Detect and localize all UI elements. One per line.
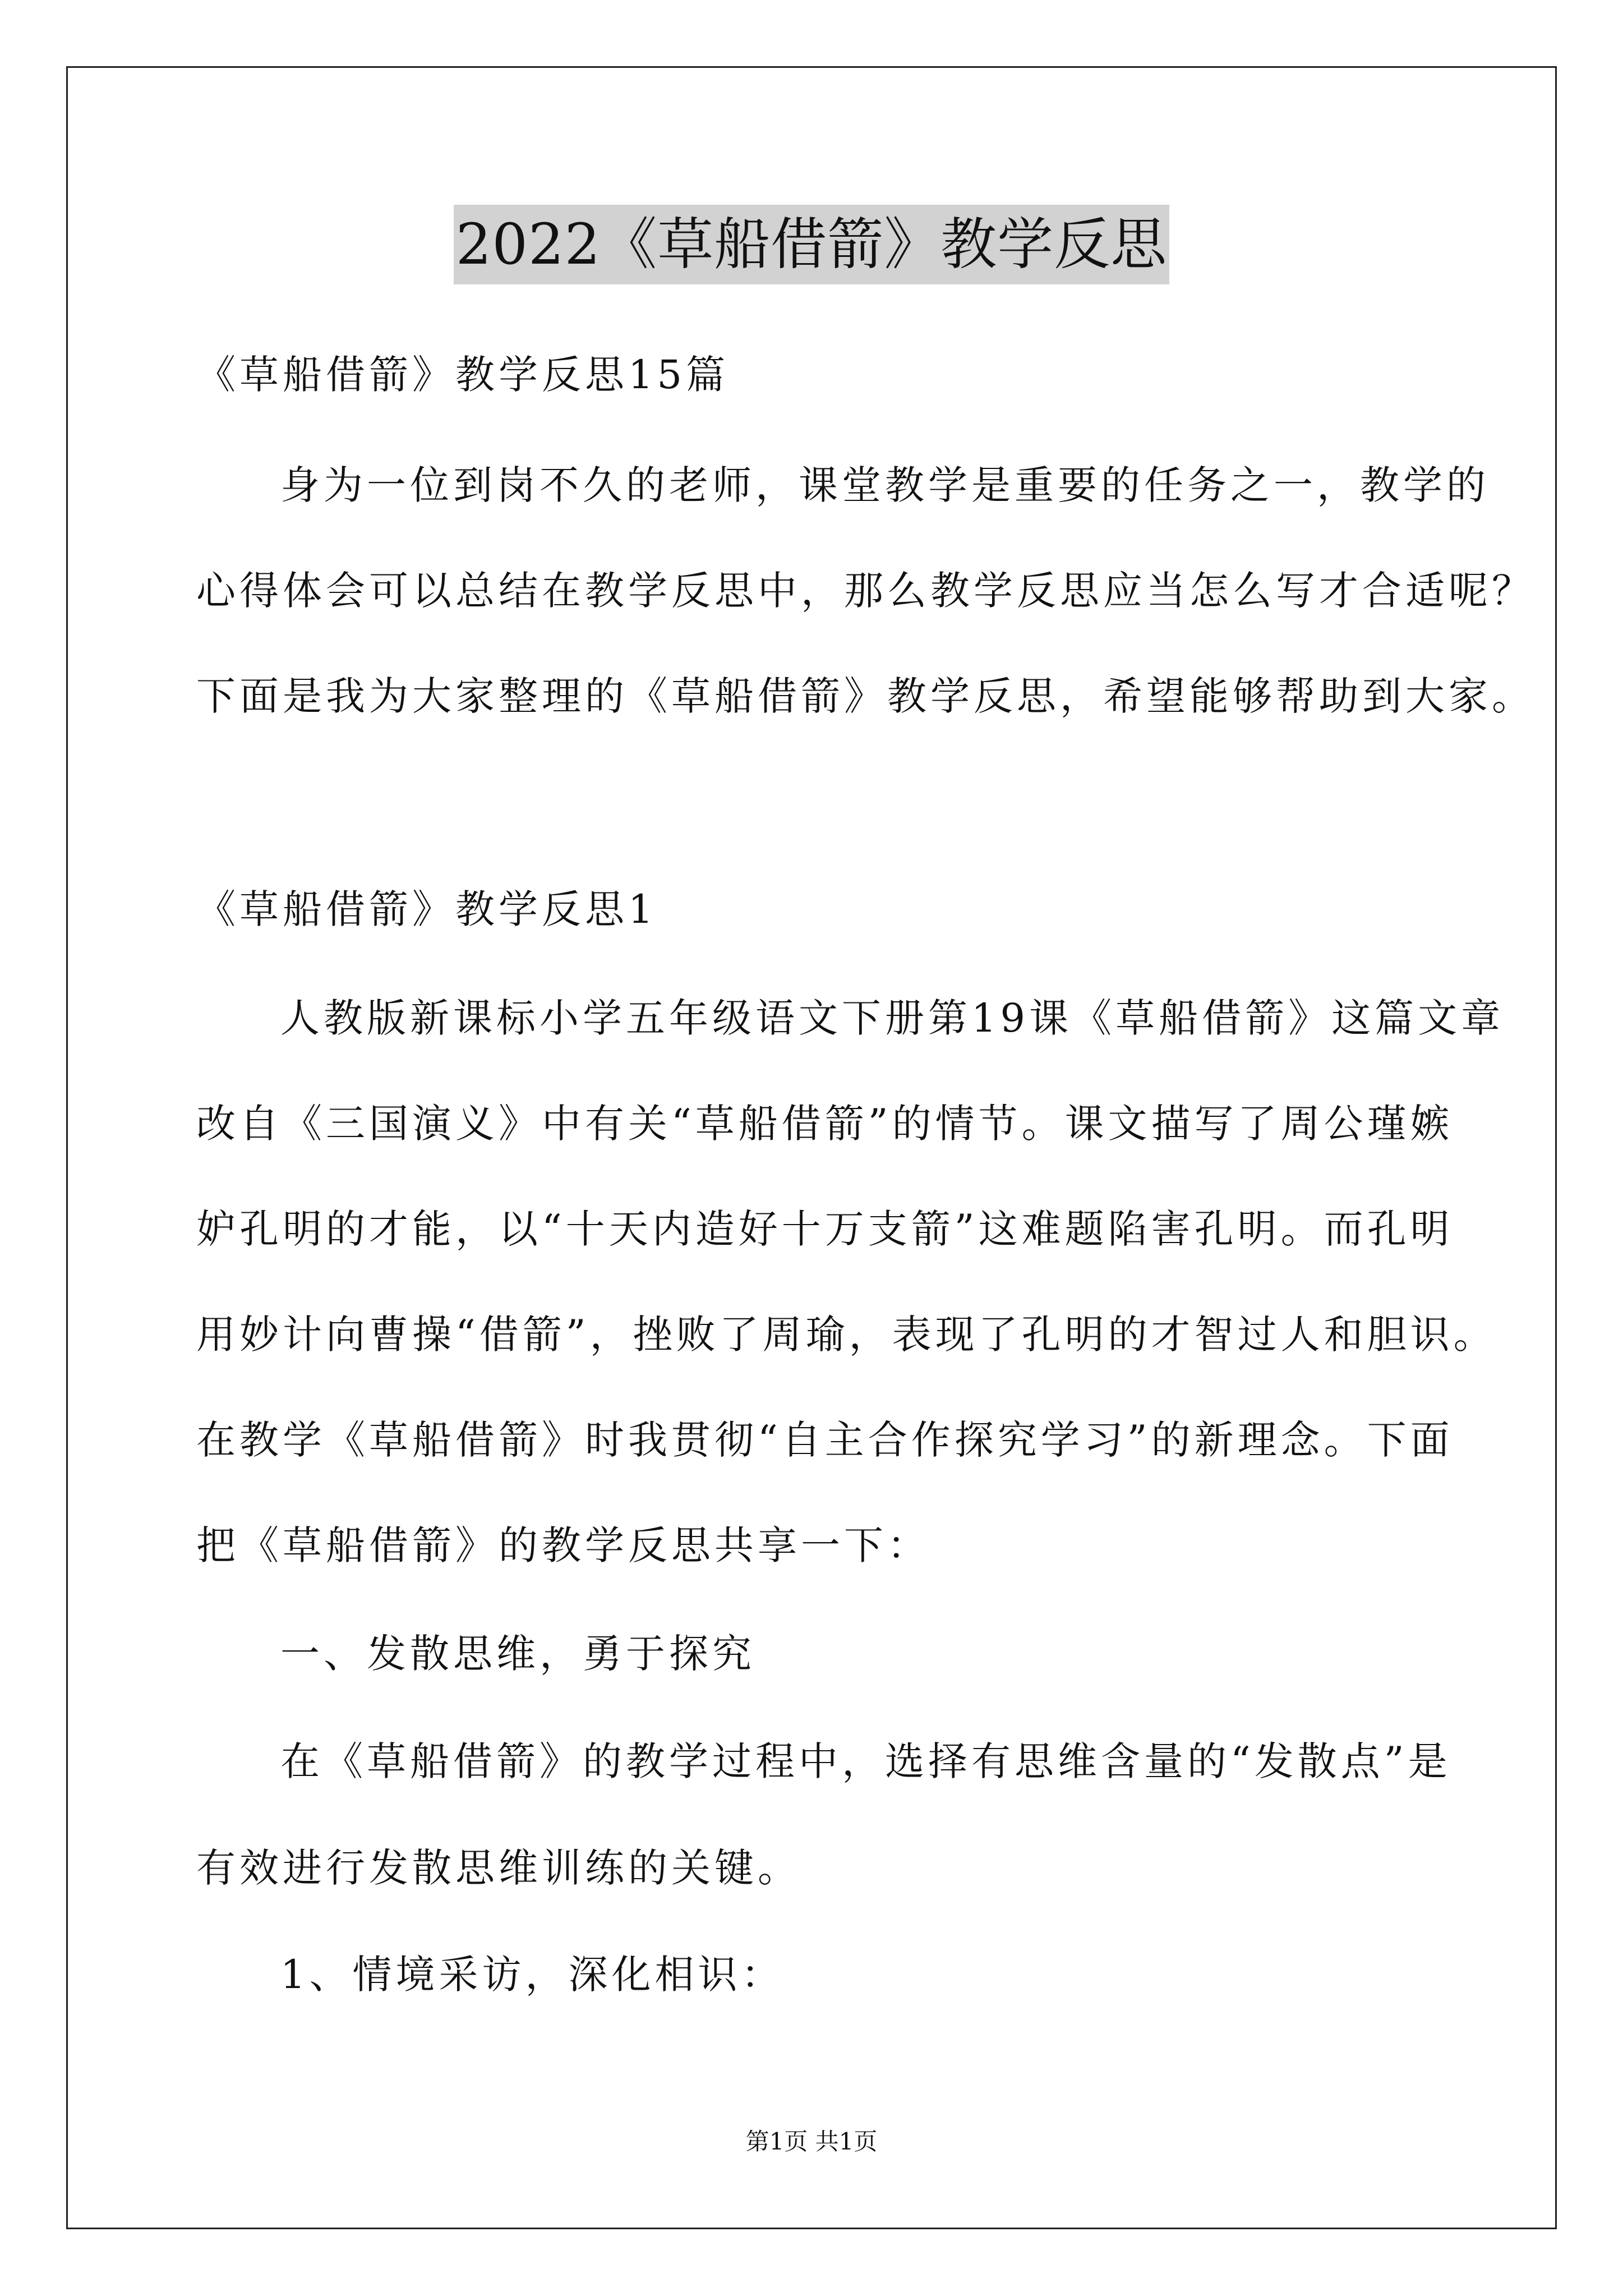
intro-line-1: 身为一位到岗不久的老师，课堂教学是重要的任务之一，教学的 (280, 462, 1490, 508)
document-title: 2022《草船借箭》教学反思 (454, 205, 1170, 284)
title-container (0, 205, 1623, 284)
subpoint-line: 1、情境采访，深化相识： (280, 1952, 785, 1998)
point-line-2: 有效进行发散思维训练的关键。 (196, 1845, 801, 1891)
body-line-2: 改自《三国演义》中有关“草船借箭”的情节。课文描写了周公瑾嫉 (196, 1101, 1454, 1147)
point-line-1: 在《草船借箭》的教学过程中，选择有思维含量的“发散点”是 (280, 1738, 1451, 1784)
intro-line-2: 心得体会可以总结在教学反思中，那么教学反思应当怎么写才合适呢？ (196, 568, 1535, 614)
body-line-4: 用妙计向曹操“借箭”，挫败了周瑜，表现了孔明的才智过人和胆识。 (196, 1312, 1497, 1358)
body-line-6: 把《草船借箭》的教学反思共享一下： (196, 1522, 930, 1568)
page-number-footer: 第1页 共1页 (745, 2128, 878, 2155)
point-heading: 一、发散思维，勇于探究 (280, 1631, 755, 1677)
body-line-3: 妒孔明的才能，以“十天内造好十万支箭”这难题陷害孔明。而孔明 (196, 1206, 1454, 1252)
body-line-5: 在教学《草船借箭》时我贯彻“自主合作探究学习”的新理念。下面 (196, 1417, 1454, 1463)
section-heading: 《草船借箭》教学反思1 (196, 886, 657, 932)
intro-line-3: 下面是我为大家整理的《草船借箭》教学反思，希望能够帮助到大家。 (196, 673, 1535, 719)
document-subtitle: 《草船借箭》教学反思15篇 (196, 352, 730, 398)
body-line-1: 人教版新课标小学五年级语文下册第19课《草船借箭》这篇文章 (280, 995, 1505, 1041)
